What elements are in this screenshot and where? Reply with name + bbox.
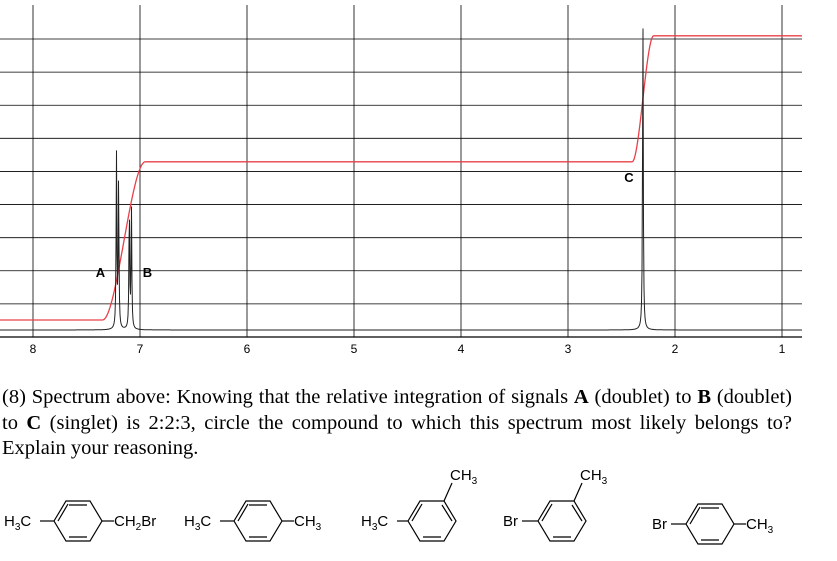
compound-1-right-group: $CH_2Br$ (114, 513, 157, 533)
x-tick-label: 7 (136, 342, 144, 356)
compound-3-left-group: $H_3C$ (361, 513, 389, 533)
compound-1-left-group: $H_3C$ (4, 513, 32, 533)
integral-curve (0, 36, 802, 320)
compound-5-4-bromotoluene[interactable] (652, 504, 774, 544)
compound-2-right-group: $CH_3$ (294, 513, 322, 533)
compound-2-p-xylene[interactable] (184, 501, 322, 541)
compound-5-right-group: $CH_3$ (746, 516, 774, 536)
compound-5-left-group: Br (652, 516, 667, 533)
peak-label-b: B (142, 265, 153, 280)
compound-4-top-group: $CH_3$ (580, 467, 608, 487)
peak-labels (96, 170, 634, 280)
x-tick-label: 8 (29, 342, 37, 356)
x-tick-label: 6 (243, 342, 251, 356)
question-part3: (doublet) to (2, 386, 792, 434)
compound-2-left-group: $H_3C$ (184, 513, 212, 533)
spectrum-grid (0, 5, 802, 337)
x-tick-label: 2 (671, 342, 679, 356)
x-tick-label: 1 (778, 342, 786, 356)
signal-a-label: A (573, 386, 589, 408)
question-part4: (singlet) is 2:2:3, circle the compound to which this spectrum most likely belongs to? Explain your reasoning. (2, 411, 792, 459)
compound-1-4-methylbenzyl-bromide[interactable] (4, 501, 156, 541)
compound-4-3-bromotoluene[interactable] (503, 467, 608, 541)
x-axis-ticks (30, 342, 786, 356)
compound-4-left-group: Br (503, 513, 518, 530)
spectrum-trace (0, 29, 802, 331)
question-part1: (8) Spectrum above: Knowing that the relative integration of signals (2, 386, 574, 408)
signal-c-label: C (26, 411, 42, 434)
signal-b-label: B (697, 386, 711, 408)
x-tick-label: 4 (457, 342, 465, 356)
compound-3-m-xylene[interactable] (361, 467, 478, 541)
x-tick-label: 5 (350, 342, 358, 356)
peak-label-c: C (624, 170, 634, 185)
compound-3-top-group: $CH_3$ (450, 467, 478, 487)
peak-label-a: A (95, 265, 106, 280)
compound-structures (0, 458, 837, 561)
question-text (2, 385, 792, 462)
x-tick-label: 3 (564, 342, 572, 356)
question-part2: (doublet) to (588, 386, 698, 408)
